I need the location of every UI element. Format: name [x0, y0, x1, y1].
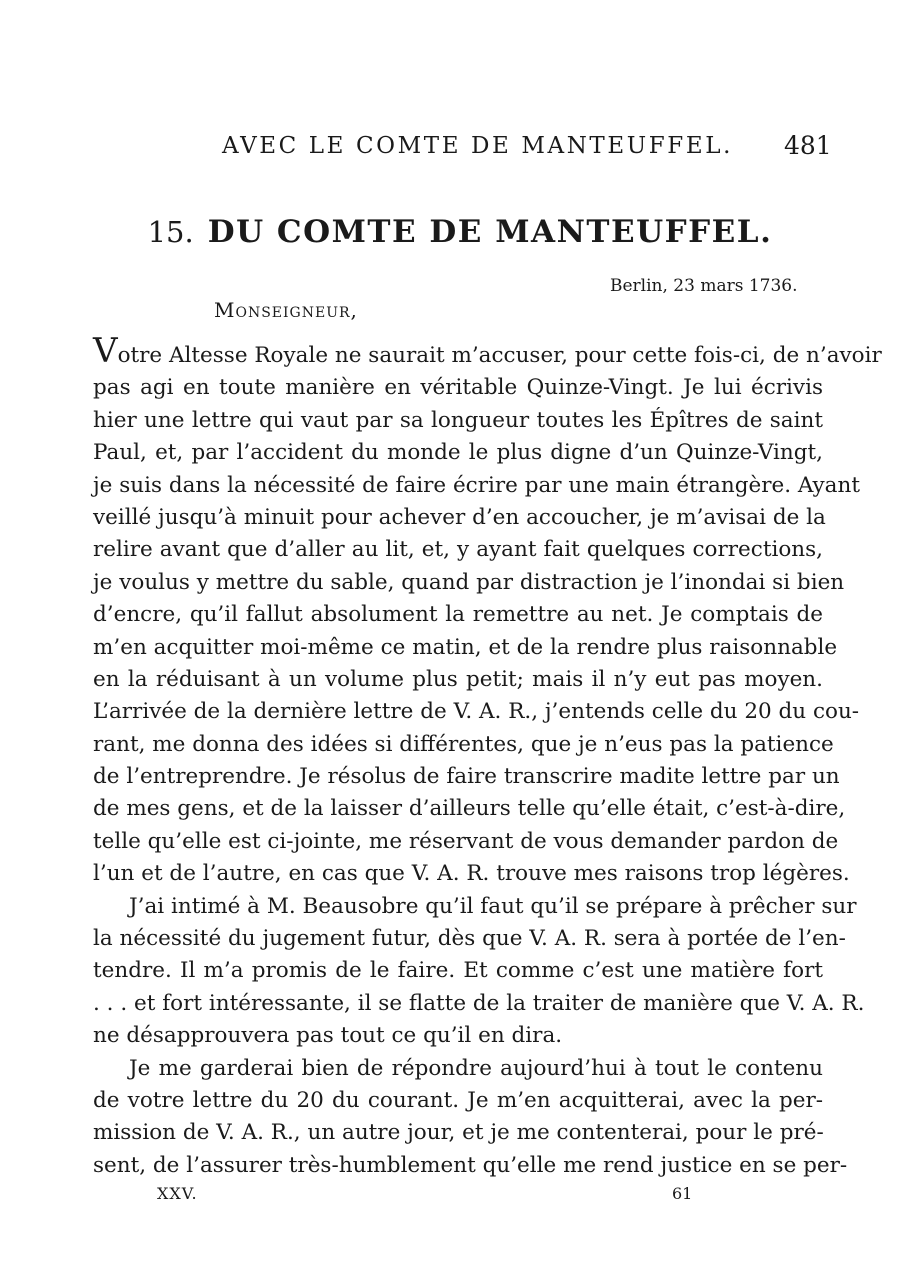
text-line: Paul, et, par l’accident du monde le plus digne d’un Quinze-Vingt,: [93, 440, 823, 466]
letter-body: [93, 331, 882, 1182]
text-line: de mes gens, et de la laisser d’ailleurs telle qu’elle était, c’est-à-dire,: [93, 796, 846, 822]
letter-number: 15.: [147, 215, 194, 249]
text-line: je suis dans la nécessité de faire écrire par une main étrangère. Ayant: [93, 472, 860, 498]
text-line: veillé jusqu’à minuit pour achever d’en accoucher, je m’avisai de la: [93, 504, 826, 530]
salutation: Monseigneur,: [214, 298, 358, 322]
letter-heading: [0, 214, 900, 250]
text-line: en la réduisant à un volume plus petit; mais il n’y eut pas moyen.: [93, 666, 823, 692]
text-line: relire avant que d’aller au lit, et, y ayant fait quelques corrections,: [93, 537, 823, 563]
text-line: J’ai intimé à M. Beausobre qu’il faut qu’il se prépare à prêcher sur: [129, 893, 857, 919]
text-line: Je me garderai bien de répondre aujourd’hui à tout le contenu: [129, 1055, 823, 1081]
text-line: sent, de l’assurer très-humblement qu’elle me rend justice en se per-: [93, 1152, 848, 1178]
text-line: mission de V. A. R., un autre jour, et je me contenterai, pour le pré-: [93, 1120, 824, 1146]
text-line: la nécessité du jugement futur, dès que V. A. R. sera à portée de l’en-: [93, 926, 846, 952]
sheet-number: 61: [672, 1184, 693, 1203]
drop-cap: V: [93, 331, 118, 371]
text-line: Votre Altesse Royale ne saurait m’accuser, pour cette fois-ci, de n’avoir: [93, 331, 882, 371]
dateline: Berlin, 23 mars 1736.: [610, 276, 798, 296]
text-line: rant, me donna des idées si différentes, que je n’eus pas la patience: [93, 731, 834, 757]
text-line: L’arrivée de la dernière lettre de V. A. R., j’entends celle du 20 du cou-: [93, 699, 860, 725]
text-line: je voulus y mettre du sable, quand par distraction je l’inondai si bien: [93, 569, 845, 595]
page-number: 481: [784, 131, 832, 160]
text-line: hier une lettre qui vaut par sa longueur toutes les Épîtres de saint: [93, 407, 823, 433]
text-line: de l’entreprendre. Je résolus de faire transcrire madite lettre par un: [93, 764, 840, 790]
text-line: d’encre, qu’il fallut absolument la remettre au net. Je comptais de: [93, 602, 823, 628]
text-line: telle qu’elle est ci-jointe, me réservant de vous demander pardon de: [93, 828, 839, 854]
signature-mark: XXV.: [157, 1184, 198, 1203]
text-line: m’en acquitter moi-même ce matin, et de la rendre plus raisonnable: [93, 634, 838, 660]
text-line: ne désapprouvera pas tout ce qu’il en dira.: [93, 1023, 563, 1049]
running-head: AVEC LE COMTE DE MANTEUFFEL.: [222, 133, 734, 159]
text-line: tendre. Il m’a promis de le faire. Et comme c’est une matière fort: [93, 958, 823, 984]
letter-title: DU COMTE DE MANTEUFFEL.: [207, 214, 773, 250]
text-line: . . . et fort intéressante, il se flatte de la traiter de manière que V. A. R.: [93, 990, 865, 1016]
text-line: l’un et de l’autre, en cas que V. A. R. trouve mes raisons trop légères.: [93, 861, 850, 887]
text-line: pas agi en toute manière en véritable Quinze-Vingt. Je lui écrivis: [93, 375, 823, 401]
text-line: de votre lettre du 20 du courant. Je m’en acquitterai, avec la per-: [93, 1087, 823, 1113]
